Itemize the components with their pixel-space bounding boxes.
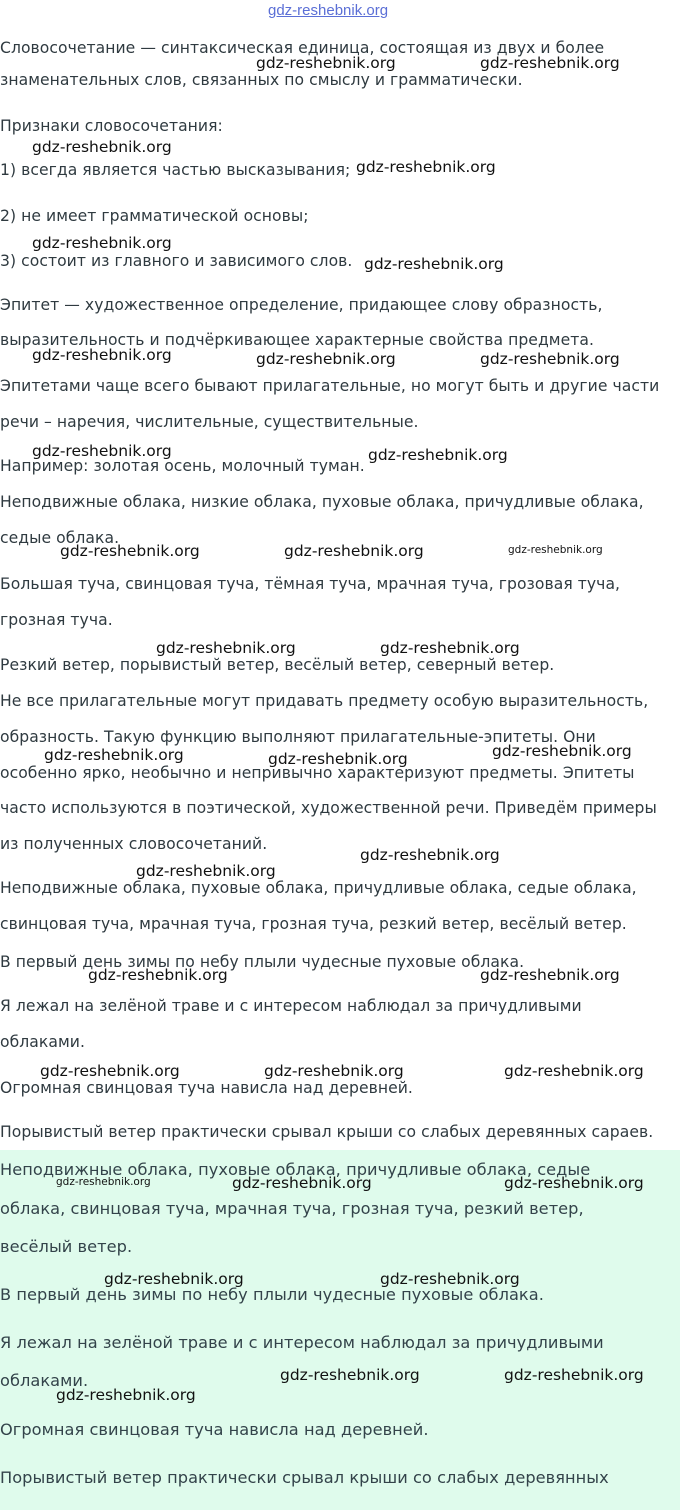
text-line: Большая туча, свинцовая туча, тёмная туча, мрачная туча, грозовая туча, (0, 575, 621, 593)
answer-line: В первый день зимы по небу плыли чудесные пуховые облака. (0, 1285, 544, 1304)
watermark: gdz-reshebnik.org (504, 1366, 644, 1384)
watermark: gdz-reshebnik.org (492, 742, 632, 760)
text-line: Не все прилагательные могут придавать предмету особую выразительность, (0, 692, 649, 710)
text-line: Я лежал на зелёной траве и с интересом наблюдал за причудливыми (0, 997, 582, 1015)
watermark: gdz-reshebnik.org (256, 350, 396, 368)
text-line: Эпитетами чаще всего бывают прилагательные, но могут быть и другие части (0, 377, 660, 395)
text-line: 3) состоит из главного и зависимого слов. (0, 252, 353, 270)
watermark: gdz-reshebnik.org (480, 54, 620, 72)
answer-line: Огромная свинцовая туча нависла над деревней. (0, 1420, 429, 1439)
answer-line: Неподвижные облака, пуховые облака, причудливые облака, седые (0, 1160, 591, 1179)
text-line: В первый день зимы по небу плыли чудесные пуховые облака. (0, 953, 525, 971)
answer-block (0, 1150, 680, 1510)
watermark: gdz-reshebnik.org (56, 1176, 151, 1188)
answer-line: облаками. (0, 1371, 89, 1390)
answer-line: облака, свинцовая туча, мрачная туча, грозная туча, резкий ветер, (0, 1199, 584, 1218)
text-line: речи – наречия, числительные, существительные. (0, 413, 419, 431)
watermark: gdz-reshebnik.org (480, 966, 620, 984)
answer-line: весёлый ветер. (0, 1237, 133, 1256)
text-line: Резкий ветер, порывистый ветер, весёлый ветер, северный ветер. (0, 656, 555, 674)
text-line: знаменательных слов, связанных по смыслу и грамматически. (0, 71, 523, 89)
watermark: gdz-reshebnik.org (232, 1174, 372, 1192)
text-line: образность. Такую функцию выполняют прилагательные-эпитеты. Они (0, 728, 596, 746)
text-line: грозная туча. (0, 611, 113, 629)
watermark: gdz-reshebnik.org (156, 639, 296, 657)
watermark: gdz-reshebnik.org (380, 639, 520, 657)
watermark: gdz-reshebnik.org (368, 446, 508, 464)
text-line: Порывистый ветер практически срывал крыши со слабых деревянных сараев. (0, 1123, 654, 1141)
text-line: 2) не имеет грамматической основы; (0, 207, 309, 225)
text-line: Например: золотая осень, молочный туман. (0, 457, 365, 475)
watermark: gdz-reshebnik.org (256, 54, 396, 72)
watermark: gdz-reshebnik.org (60, 542, 200, 560)
text-line: Неподвижные облака, пуховые облака, причудливые облака, седые облака, (0, 879, 637, 897)
watermark: gdz-reshebnik.org (504, 1174, 644, 1192)
text-line: выразительность и подчёркивающее характерные свойства предмета. (0, 331, 594, 349)
text-line: седые облака. (0, 529, 120, 547)
watermark: gdz-reshebnik.org (364, 255, 504, 273)
watermark: gdz-reshebnik.org (264, 1062, 404, 1080)
watermark: gdz-reshebnik.org (88, 966, 228, 984)
text-line: свинцовая туча, мрачная туча, грозная туча, резкий ветер, весёлый ветер. (0, 915, 627, 933)
text-line: часто используются в поэтической, художественной речи. Приведём примеры (0, 799, 657, 817)
watermark: gdz-reshebnik.org (268, 750, 408, 768)
answer-line: Я лежал на зелёной траве и с интересом наблюдал за причудливыми (0, 1333, 604, 1352)
text-line: Эпитет — художественное определение, придающее слову образность, (0, 296, 603, 314)
watermark: gdz-reshebnik.org (284, 542, 424, 560)
watermark: gdz-reshebnik.org (32, 138, 172, 156)
watermark: gdz-reshebnik.org (56, 1386, 196, 1404)
site-link[interactable]: gdz-reshebnik.org (268, 2, 389, 19)
watermark: gdz-reshebnik.org (508, 544, 603, 556)
watermark: gdz-reshebnik.org (136, 862, 276, 880)
text-line: Огромная свинцовая туча нависла над деревней. (0, 1079, 413, 1097)
watermark: gdz-reshebnik.org (480, 350, 620, 368)
watermark: gdz-reshebnik.org (280, 1366, 420, 1384)
text-line: облаками. (0, 1033, 85, 1051)
text-line: Неподвижные облака, низкие облака, пуховые облака, причудливые облака, (0, 493, 644, 511)
text-line: 1) всегда является частью высказывания; (0, 161, 351, 179)
watermark: gdz-reshebnik.org (40, 1062, 180, 1080)
watermark: gdz-reshebnik.org (360, 846, 500, 864)
watermark: gdz-reshebnik.org (32, 346, 172, 364)
text-line: Признаки словосочетания: (0, 117, 223, 135)
watermark: gdz-reshebnik.org (104, 1270, 244, 1288)
watermark: gdz-reshebnik.org (32, 442, 172, 460)
watermark: gdz-reshebnik.org (32, 234, 172, 252)
watermark: gdz-reshebnik.org (380, 1270, 520, 1288)
watermark: gdz-reshebnik.org (44, 746, 184, 764)
text-line: Словосочетание — синтаксическая единица, состоящая из двух и более (0, 39, 605, 57)
watermark: gdz-reshebnik.org (356, 158, 496, 176)
watermark: gdz-reshebnik.org (504, 1062, 644, 1080)
answer-line: Порывистый ветер практически срывал крыши со слабых деревянных (0, 1468, 609, 1487)
text-line: особенно ярко, необычно и непривычно характеризуют предметы. Эпитеты (0, 764, 635, 782)
text-line: из полученных словосочетаний. (0, 835, 268, 853)
